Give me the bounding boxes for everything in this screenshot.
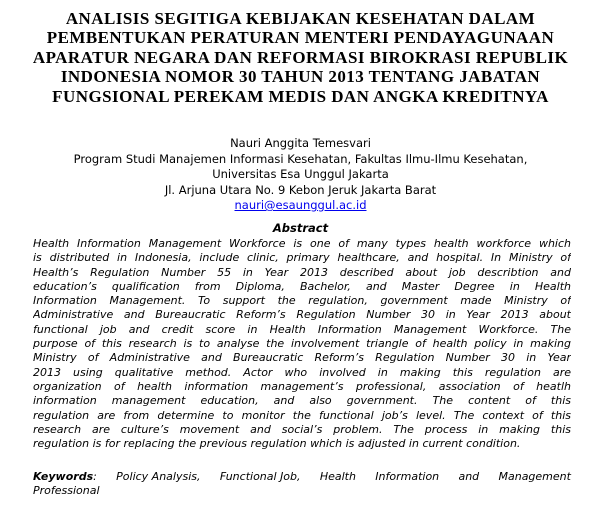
title-line: ANALISIS SEGITIGA KEBIJAKAN KESEHATAN DALAM <box>65 9 536 28</box>
abstract-line: organization of health information management’s professional, association of heatlh <box>33 379 571 393</box>
abstract-body <box>33 237 571 451</box>
keyword-item: and <box>458 470 480 483</box>
author-address: Jl. Arjuna Utara No. 9 Kebon Jeruk Jakarta Barat <box>164 182 437 197</box>
abstract-line: Health’s Regulation Number 55 in Year 2013 described about job describtion and <box>33 265 571 279</box>
abstract-line: regulation is for replacing the previous regulation which is adjusted in current condition. <box>33 437 521 451</box>
keyword-item: Information <box>375 470 440 483</box>
abstract-heading: Abstract <box>272 221 329 235</box>
keywords-colon: : <box>93 470 97 483</box>
keyword-item: Health <box>319 470 356 483</box>
paper-title <box>6 9 595 106</box>
author-email-row <box>0 198 601 214</box>
abstract-line: 2013 using qualitative method. Actor who involved in making this regulation are <box>33 365 571 379</box>
abstract-line: research are culture’s movement and social’s problem. The process in making this <box>33 422 571 436</box>
title-line: FUNGSIONAL PEREKAM MEDIS DAN ANGKA KREDITNYA <box>52 86 549 106</box>
abstract-line: functional job and credit score in Health Information Management Workforce. The <box>33 322 571 336</box>
author-block <box>0 136 601 214</box>
keywords-line <box>33 470 571 484</box>
keywords-block <box>33 470 571 499</box>
author-university: Universitas Esa Unggul Jakarta <box>212 167 389 181</box>
abstract-line: Ministry of Administrative and Bureaucratic Reform’s Regulation Number 30 in Year <box>33 351 571 365</box>
title-line: INDONESIA NOMOR 30 TAHUN 2013 TENTANG JABATAN <box>60 67 541 87</box>
keywords-label-group <box>33 470 97 484</box>
abstract-line: purpose of this research is to analyse the involvement triangle of health policy in making <box>33 337 571 351</box>
keyword-item: Policy Analysis, <box>116 470 201 483</box>
keyword-item: Management <box>498 470 571 483</box>
author-name: Nauri Anggita Temesvari <box>230 136 371 150</box>
title-line: APARATUR NEGARA DAN REFORMASI BIROKRASI REPUBLIK <box>32 47 569 67</box>
abstract-line: is distributed in Indonesia, include clinic, primary healthcare, and hospital. In Ministry of <box>33 251 571 265</box>
abstract-line: Administrative and Bureaucratic Reform’s Regulation Number 30 in Year 2013 about <box>33 308 571 322</box>
abstract-line: regulation are from determine to monitor the functional job’s level. The context of this <box>33 408 571 422</box>
keywords-label: Keywords <box>33 470 94 483</box>
keywords-continuation: Professional <box>33 484 100 498</box>
abstract-line: education’s qualification from Diploma, Bachelor, and Master Degree in Health <box>33 279 571 293</box>
abstract-line: information management education, and also government. The content of this <box>33 394 571 408</box>
abstract-line: Information Management. To support the regulation, government made Ministry of <box>33 294 571 308</box>
title-line: PEMBENTUKAN PERATURAN MENTERI PENDAYAGUNAAN <box>46 28 555 48</box>
abstract-line: Health Information Management Workforce is one of many types health workforce which <box>33 237 571 250</box>
author-email-link[interactable]: nauri@esaunggul.ac.id <box>234 198 367 212</box>
keyword-item: Functional Job, <box>219 470 301 483</box>
author-affiliation: Program Studi Manajemen Informasi Kesehatan, Fakultas Ilmu-Ilmu Kesehatan, <box>73 151 528 166</box>
